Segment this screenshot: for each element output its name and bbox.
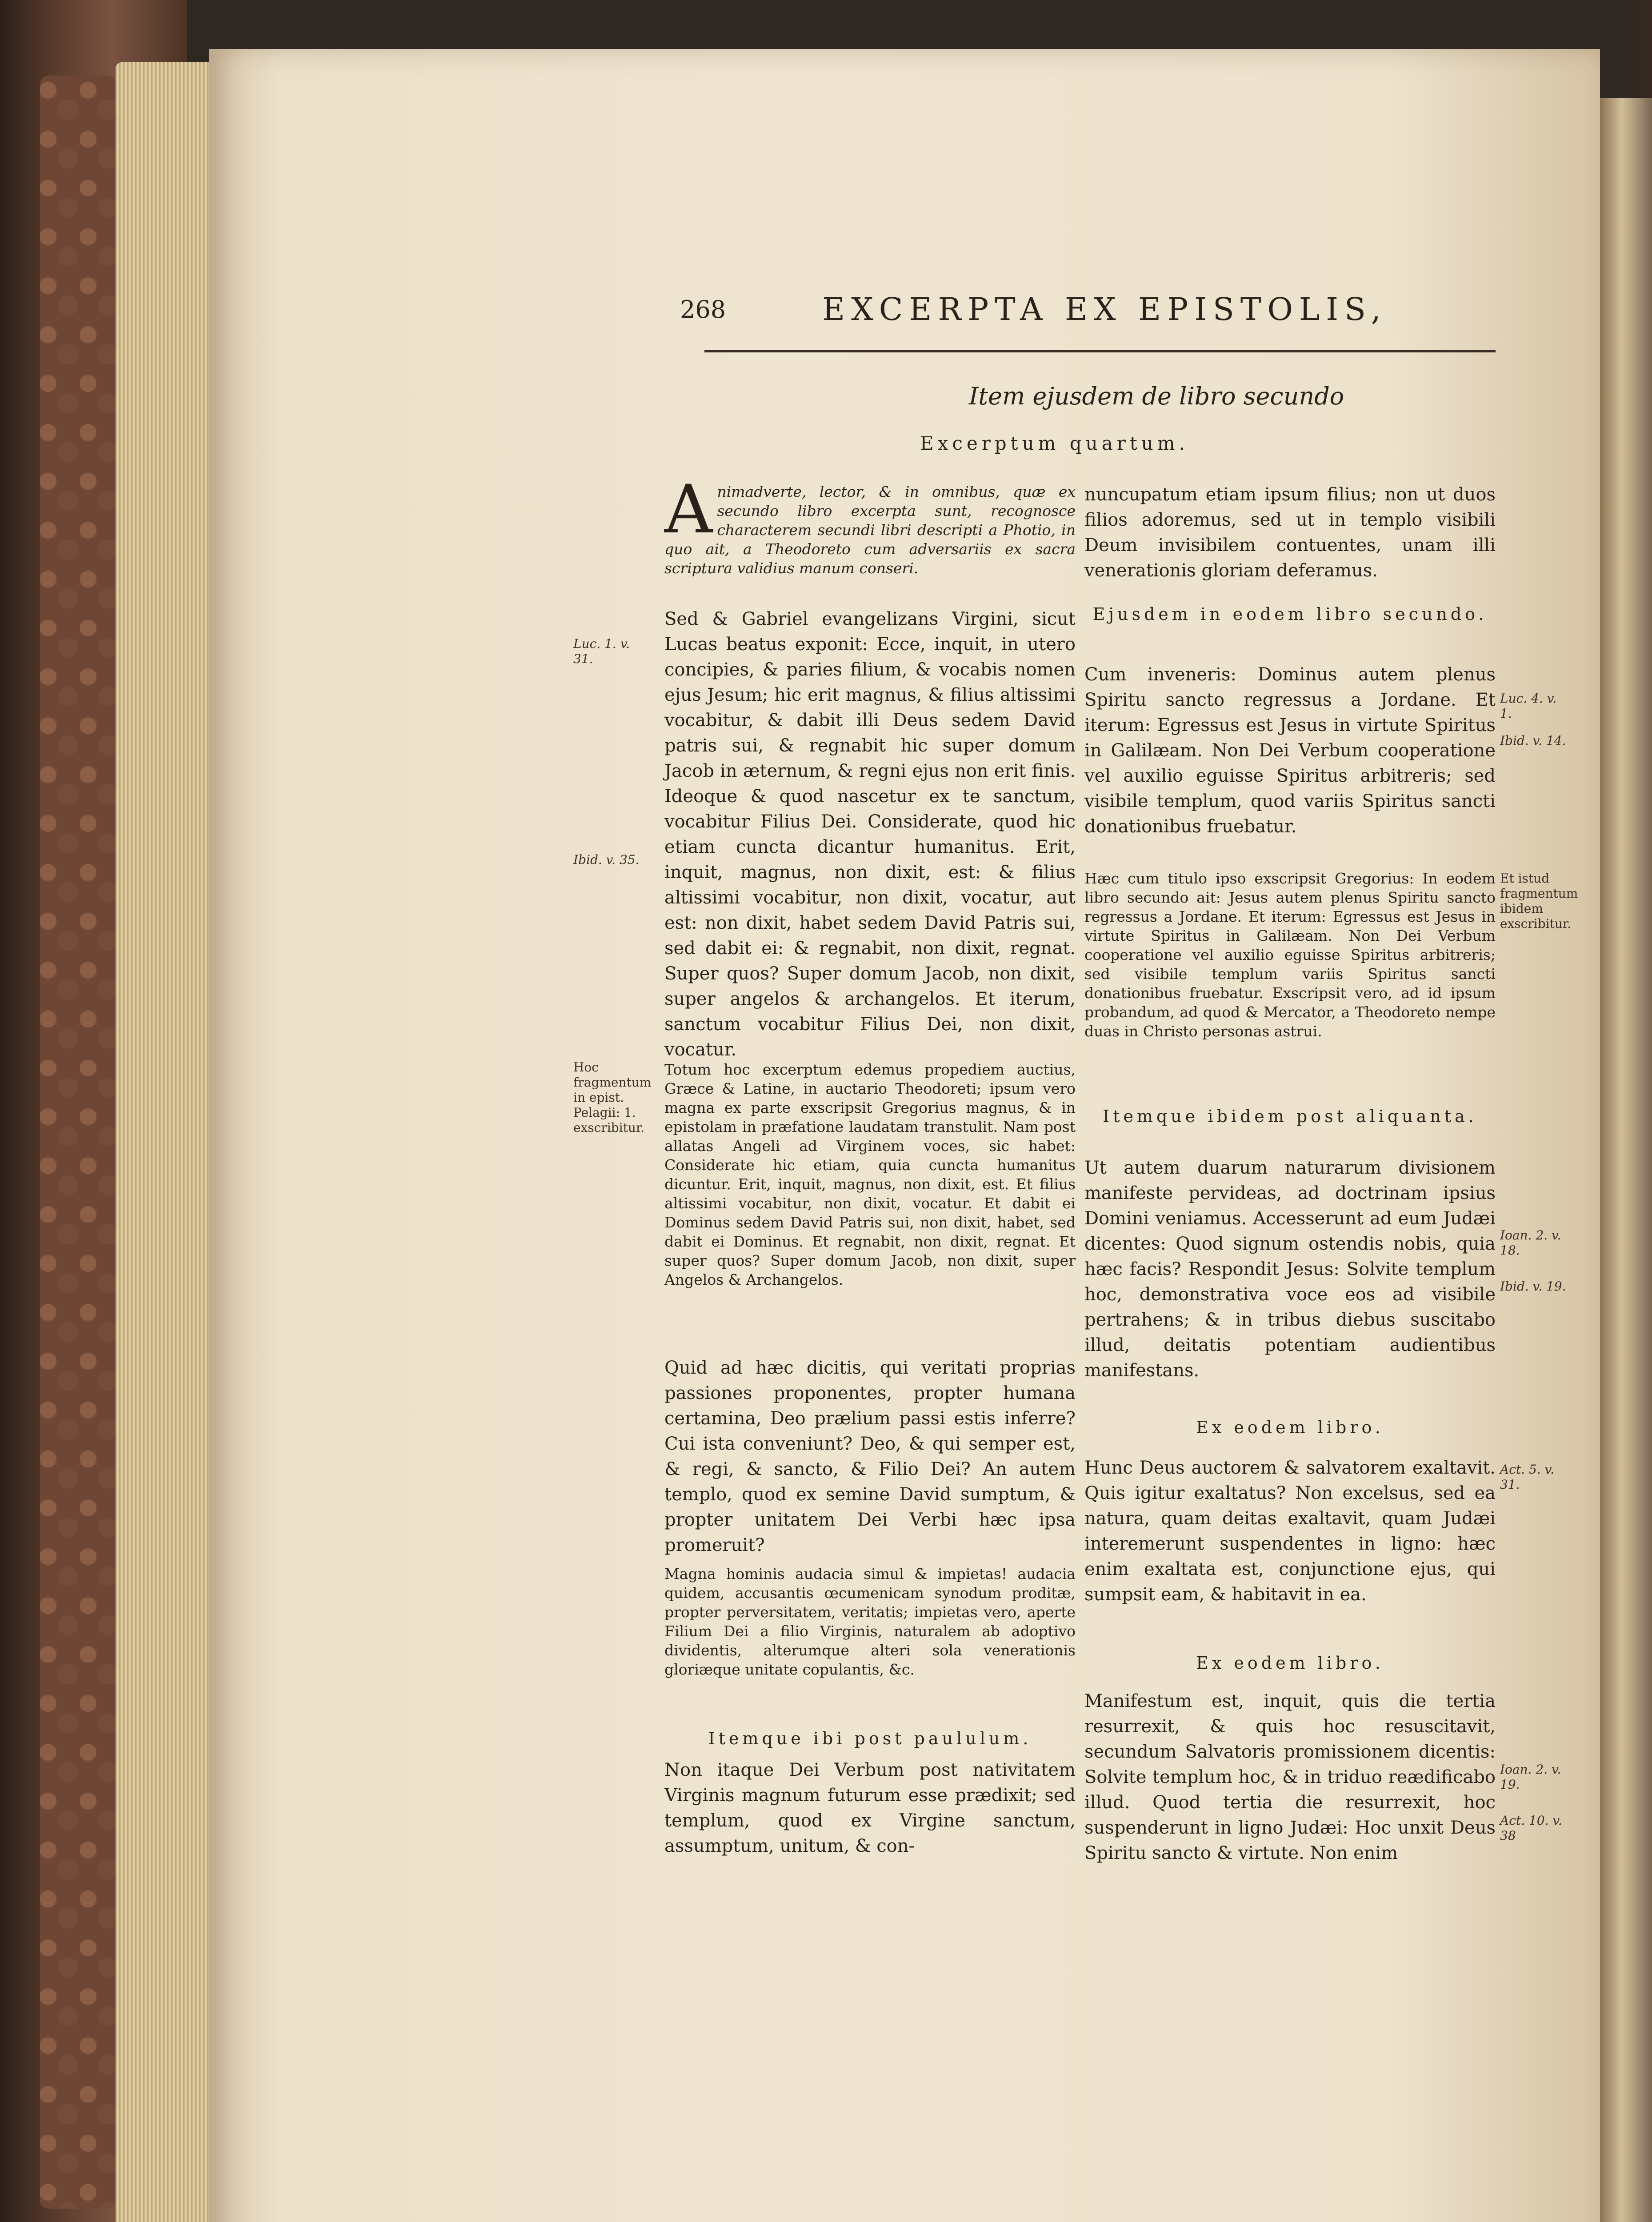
section-heading-excerptum: Excerptum quartum.: [920, 432, 1189, 454]
right-subhead-2: Itemque ibidem post aliquanta.: [1103, 1107, 1477, 1126]
intro-paragraph: [664, 471, 1076, 578]
header-rule: [704, 350, 1496, 352]
left-paragraph-1: Sed & Gabriel evangelizans Virgini, sicut Lucas beatus exponit: Ecce, inquit, in utero concipies, & paries filium, & vocabis nomen ejus Jesum; hic erit magnus, & filius altissimi vocabitur, & dabit illi Deus sedem David patris sui, & regnabit hic super domum Jacob in æternum, & regni ejus non erit finis. Ideoque & quod nascetur ex te sanctum, vocabitur Filius Dei. Considerate, quod hic etiam cuncta dicantur humanitus. Erit, inquit, magnus, non dixit, est: & filius altissimi vocabitur, non dixit, vocatur, aut est: non dixit, habet sedem David Patris sui, sed dabit ei: & regnabit, non dixit, regnat. Super quos? Super domum Jacob, non dixit, super angelos & archangelos. Et iterum, sanctum vocabitur Filius Dei, non dixit, vocatur.: [664, 609, 1076, 1060]
margin-note-ibid35: Ibid. v. 35.: [573, 852, 640, 867]
book-gutter-shadow: [1622, 0, 1652, 2222]
page-number: 268: [680, 296, 726, 324]
margin-note-act5: Act. 5. v. 31.: [1500, 1462, 1554, 1492]
right-paragraph-6: Manifestum est, inquit, quis die tertia resurrexit, & quis hoc resuscitavit, secundum Salvatoris promissionem dicentis: Solvite templum hoc, & in triduo reædificabo illud. Quod tertia die resurrexit, hoc suspenderunt in ligno Judæi: Hoc unxit Deus Spiritu sancto & virtute. Non enim: [1084, 1691, 1496, 1863]
drop-cap: A: [664, 471, 713, 548]
right-paragraph-4: Ut autem duarum naturarum divisionem manifeste pervideas, ad doctrinam ipsius Domini veniamus. Accesserunt ad eum Judæi dicentes: Quod signum ostendis nobis, quia hæc facis? Respondit Jesus: Solvite templum hoc, demonstrativa voce eos ad visibile pertrahens; & in tribus diebus suscitabo illud, deitatis potentiam audientibus manifestans.: [1084, 1158, 1496, 1381]
margin-note-luc4: Luc. 4. v. 1.: [1500, 691, 1557, 721]
right-paragraph-1: nuncupatum etiam ipsum filius; non ut duos filios adoremus, sed ut in templo visibili Deum invisibilem contuentes, unam illi venerationis gloriam deferamus.: [1084, 484, 1496, 581]
right-paragraph-3: Hæc cum titulo ipso exscripsit Gregorius: In eodem libro secundo ait: Jesus autem plenus Spiritu sancto regressus a Jordane. Et iterum: Egressus est Jesus in virtute Spiritus in Galilæam. Non Dei Verbum cooperatione vel auxilio eguisse Spiritus arbitreris; sed visibile templum variis Spiritus sancti donationibus fruebatur. Exscripsit vero, ad id ipsum probandum, ad quod & Mercator, a Theodoreto nempe duas in Christo personas astrui.: [1084, 870, 1496, 1040]
intro-text: nimadverte, lector, & in omnibus, quæ ex secundo libro excerpta sunt, recognosce characterem secundi libri descripti a Photio, in quo ait, a Theodoreto cum adversariis ex sacra scriptura validius manum conseri.: [664, 483, 1076, 577]
margin-note-luc1: Luc. 1. v. 31.: [573, 636, 630, 666]
margin-note-ioan2-18: Ioan. 2. v. 18.: [1500, 1228, 1561, 1258]
left-paragraph-2: Totum hoc excerptum edemus propediem auctius, Græce & Latine, in auctario Theodoreti; ipsum vero magna ex parte exscripsit Gregorius magnus, & in epistolam in præfatione laudatam transtulit. Nam post allatas Angeli ad Virginem voces, sic habet: Considerate hic etiam, quia cuncta humanitus dicuntur. Erit, inquit, magnus, non dixit, est. Et filius altissimi vocabitur, non dixit, vocatur. Et dabit ei Dominus sedem David Patris sui, non dixit, habet, sed dabit ei Dominus. Et regnabit, non dixit, regnat. Et super quos? Super domum Jacob, non dixit, super Angelos & Archangelos.: [664, 1061, 1076, 1288]
left-paragraph-3: Quid ad hæc dicitis, qui veritati proprias passiones proponentes, propter humana certamina, Deo prælium passi estis inferre? Cui ista conveniunt? Deo, & qui semper est, & regi, & sancto, & Filio Dei? An autem templo, quod ex semine David sumptum, & propter unitatem Dei Verbi hæc ipsa promeruit?: [664, 1358, 1076, 1555]
left-paragraph-5: Non itaque Dei Verbum post nativitatem Virginis magnum futurum esse prædixit; sed templum, quod ex Virgine sanctum, assumptum, unitum, & con-: [664, 1760, 1076, 1856]
section-heading-item: Item ejusdem de libro secundo: [969, 382, 1344, 410]
right-paragraph-2: Cum inveneris: Dominus autem plenus Spiritu sancto regressus a Jordane. Et iterum: Egressus est Jesus in virtute Spiritus in Galilæam. Non Dei Verbum cooperatione vel auxilio eguisse Spiritus arbitreris; sed visibile templum, quod variis Spiritus sancti donationibus fruebatur.: [1084, 664, 1496, 837]
right-paragraph-5: Hunc Deus auctorem & salvatorem exaltavit. Quis igitur exaltatus? Non excelsus, sed ea natura, quam deitas exaltavit, quam Judæi interemerunt suspendentes in ligno: hæc enim exaltata est, conjunctione ejus, qui sumpsit eam, & habitavit in ea.: [1084, 1458, 1496, 1605]
left-subhead-1: Itemque ibi post paululum.: [708, 1729, 1032, 1748]
running-title: EXCERPTA EX EPISTOLIS,: [822, 291, 1387, 328]
right-subhead-1: Ejusdem in eodem libro secundo.: [1092, 604, 1488, 624]
margin-note-act10: Act. 10. v. 38: [1500, 1813, 1562, 1843]
margin-note-ibid19: Ibid. v. 19.: [1500, 1279, 1566, 1294]
margin-note-fragment-left: Hoc fragmentum in epist. Pelagii: 1. exscribitur.: [573, 1060, 652, 1135]
right-subhead-4: Ex eodem libro.: [1196, 1653, 1384, 1673]
margin-note-fragment-right: Et istud fragmentum ibidem exscribitur.: [1500, 871, 1578, 931]
left-paragraph-4: Magna hominis audacia simul & impietas! audacia quidem, accusantis œcumenicam synodum proditæ, propter perversitatem, veritatis; impietas vero, aperte Filium Dei a filio Virginis, naturalem ab adoptivo dividentis, alterumque alteri sola venerationis gloriæque unitate copulantis, &c.: [664, 1565, 1076, 1678]
running-head: [680, 291, 1498, 331]
margin-note-ibid14: Ibid. v. 14.: [1500, 733, 1566, 748]
page-edges: [116, 62, 218, 2222]
right-subhead-3: Ex eodem libro.: [1196, 1418, 1384, 1437]
margin-note-ioan2-19: Ioan. 2. v. 19.: [1500, 1762, 1561, 1792]
book-cover-marbling: [40, 76, 116, 2209]
